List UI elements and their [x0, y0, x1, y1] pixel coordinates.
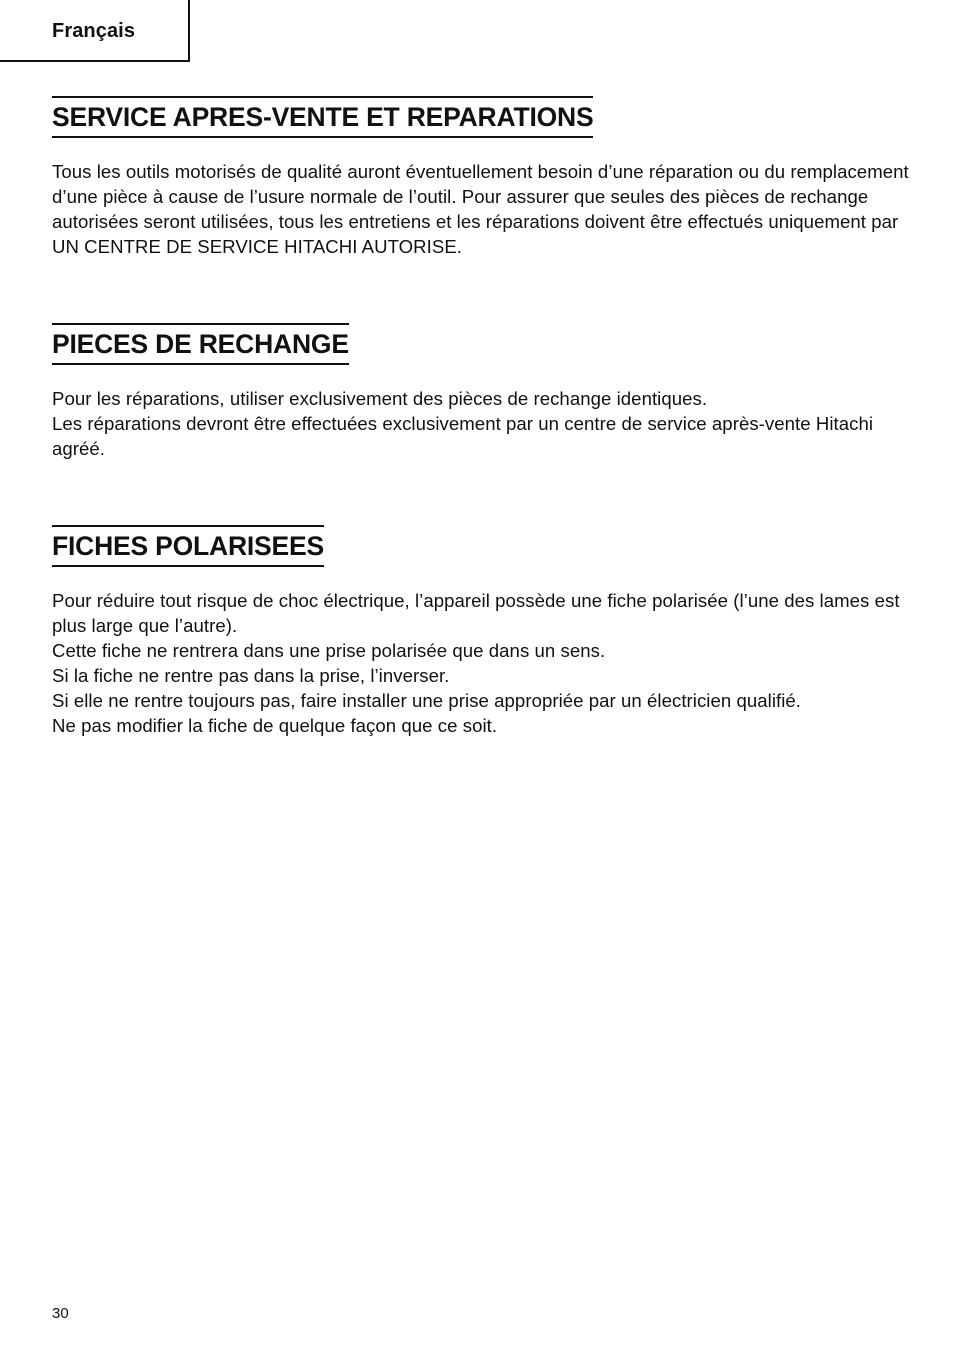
paragraph: Ne pas modifier la fiche de quelque façon que ce soit. [52, 715, 498, 736]
page-number: 30 [52, 1305, 69, 1322]
section-heading-pieces: PIECES DE RECHANGE [52, 323, 349, 365]
section-pieces [52, 323, 918, 461]
paragraph: Pour réduire tout risque de choc électrique, l’appareil possède une fiche polarisée (l’une des lames est plus large que l’autre). [52, 590, 900, 636]
paragraph: Si elle ne rentre toujours pas, faire installer une prise appropriée par un électricien qualifié. [52, 690, 802, 711]
section-service [52, 96, 918, 259]
paragraph: Les réparations devront être effectuées exclusivement par un centre de service après-vente Hitachi agréé. [52, 413, 874, 459]
section-heading-fiches: FICHES POLARISEES [52, 525, 324, 567]
section-body-fiches [52, 588, 918, 738]
paragraph: Tous les outils motorisés de qualité auront éventuellement besoin d’une réparation ou du remplacement d’une pièce à cause de l’usure normale de l’outil. Pour assurer que seules des pièces de rechange autorisées seront utilisées, tous les entretiens et les réparations doivent être effectués uniquement par UN CENTRE DE SERVICE HITACHI AUTORISE. [52, 161, 909, 257]
section-fiches [52, 525, 918, 738]
section-heading-service: SERVICE APRES-VENTE ET REPARATIONS [52, 96, 593, 138]
section-body-pieces [52, 386, 918, 461]
language-label: Français [52, 20, 136, 42]
paragraph: Cette fiche ne rentrera dans une prise polarisée que dans un sens. [52, 640, 606, 661]
paragraph: Si la fiche ne rentre pas dans la prise, l’inverser. [52, 665, 450, 686]
language-tab [0, 0, 190, 62]
section-body-service [52, 159, 918, 259]
paragraph: Pour les réparations, utiliser exclusivement des pièces de rechange identiques. [52, 388, 708, 409]
